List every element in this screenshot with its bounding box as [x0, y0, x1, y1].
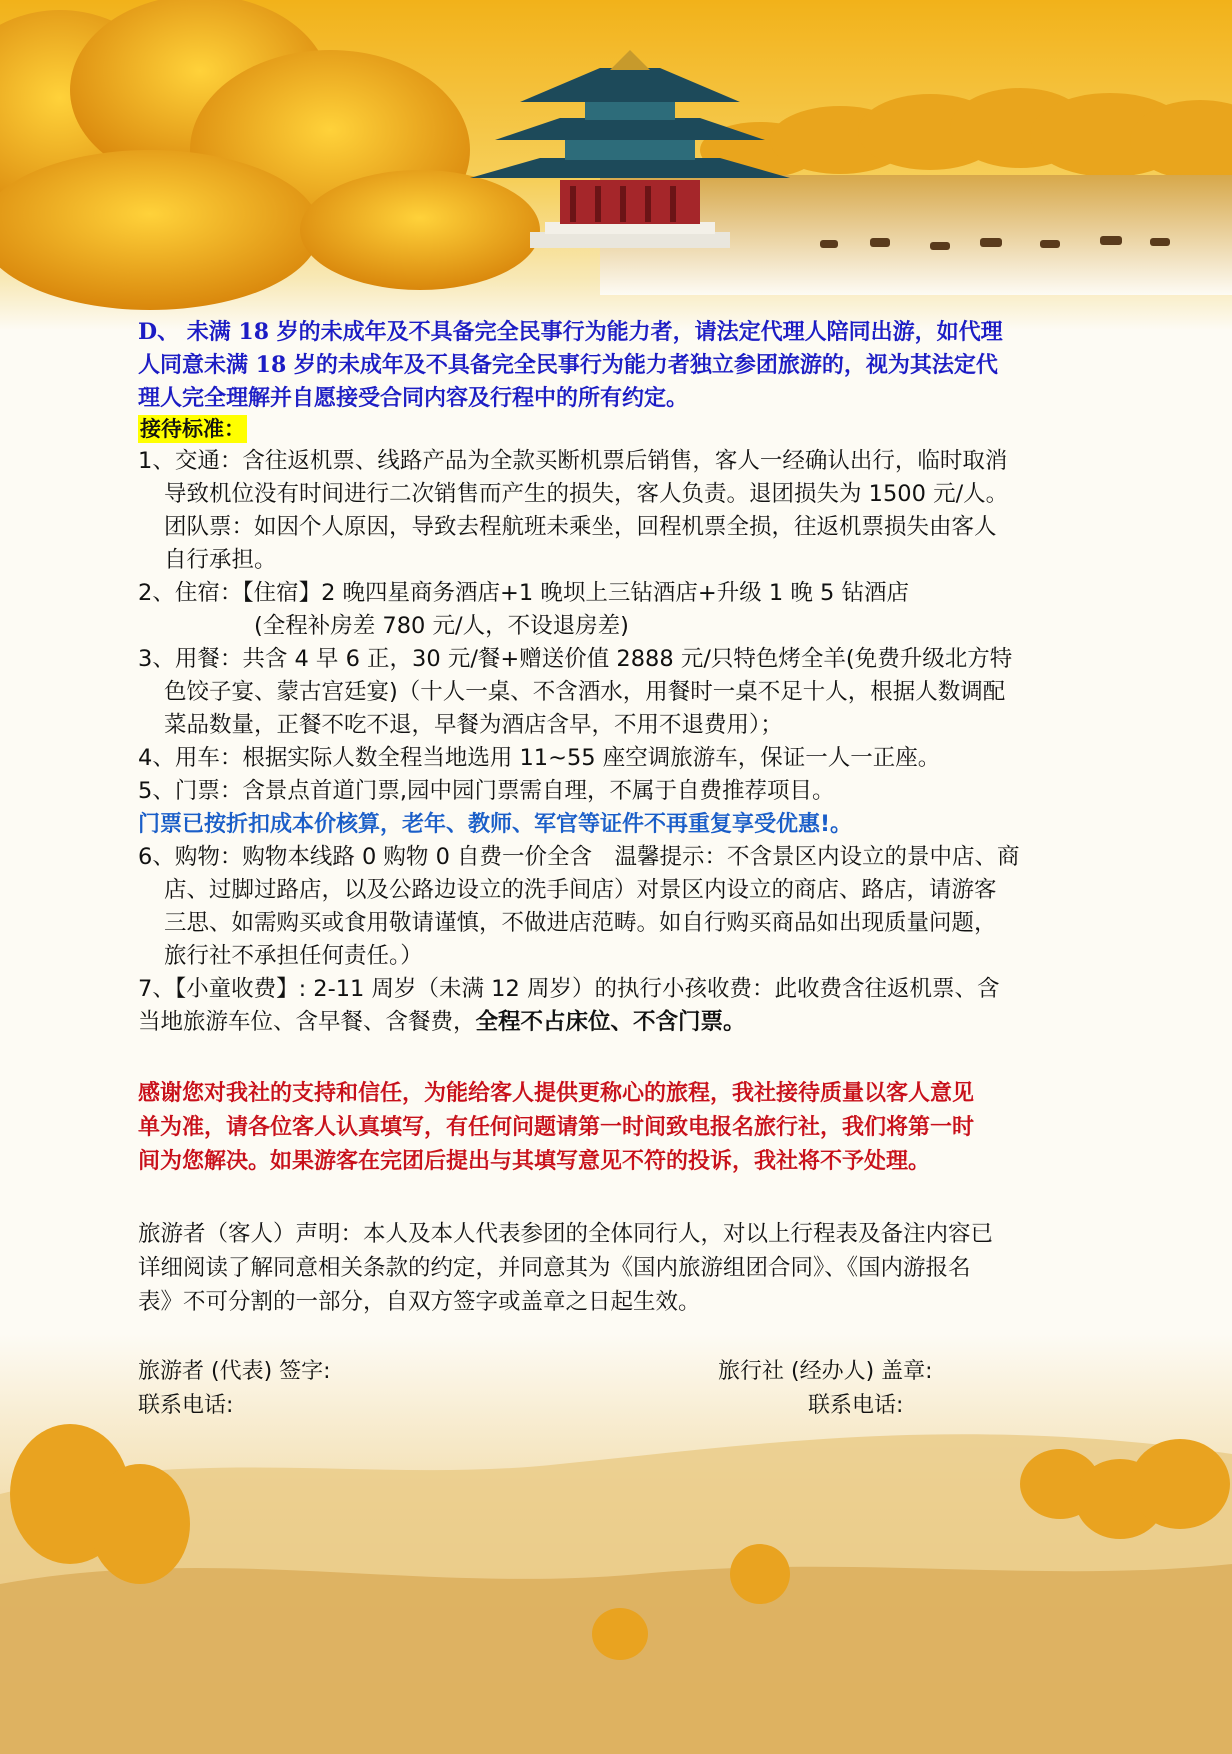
- item-line: 3、用餐：共含 4 早 6 正，30 元/餐+赠送价值 2888 元/只特色烤全羊(免费升级北方特: [138, 646, 1013, 672]
- agency-phone-label: 联系电话:: [808, 1393, 904, 1418]
- signature-row: [138, 1355, 1098, 1389]
- item-line: 4、用车：根据实际人数全程当地选用 11~55 座空调旅游车，保证一人一正座。: [138, 745, 941, 771]
- item-line: 导致机位没有时间进行二次销售而产生的损失，客人负责。退团损失为 1500 元/人。: [164, 481, 1009, 507]
- minor-notice-line: 理人完全理解并自愿接受合同内容及行程中的所有约定。: [138, 385, 689, 411]
- thanks-line: 感谢您对我社的支持和信任，为能给客人提供更称心的旅程，我社接待质量以客人意见: [138, 1081, 975, 1106]
- thanks-line: 间为您解决。如果游客在完团后提出与其填写意见不符的投诉，我社将不予处理。: [138, 1149, 931, 1174]
- item-hotel: [138, 577, 1098, 643]
- phone-row: [138, 1389, 1098, 1423]
- item-line: 店、过脚过路店，以及公路边设立的洗手间店）对景区内设立的商店、路店，请游客: [164, 877, 997, 903]
- item-transport: [138, 445, 1098, 577]
- item-line: 色饺子宴、蒙古宫廷宴)（十人一桌、不含酒水，用餐时一桌不足十人，根据人数调配: [164, 679, 1006, 705]
- statement-line: 旅游者（客人）声明：本人及本人代表参团的全体同行人，对以上行程表及备注内容已: [138, 1221, 994, 1247]
- minor-notice-line: 人同意未满 18 岁的未成年及不具备完全民事行为能力者独立参团旅游的，视为其法定代: [138, 352, 998, 378]
- item-line: 旅行社不承担任何责任。）: [164, 943, 423, 969]
- item-line: 7、【小童收费】: 2-11 周岁（未满 12 周岁）的执行小孩收费：此收费含往返机票、含: [138, 976, 1000, 1002]
- minor-notice-line: D、 未满 18 岁的未成年及不具备完全民事行为能力者，请法定代理人陪同出游，如代理: [138, 319, 1003, 345]
- item-line: 菜品数量，正餐不吃不退，早餐为酒店含早，不用不退费用）；: [164, 712, 783, 738]
- thanks-notice: [138, 1077, 1098, 1179]
- reception-standard-heading: 接待标准：: [140, 417, 245, 441]
- thanks-line: 单为准，请各位客人认真填写，有任何问题请第一时间致电报名旅行社，我们将第一时: [138, 1115, 975, 1140]
- agency-seal-label: 旅行社 (经办人) 盖章:: [718, 1359, 933, 1384]
- statement-line: 表》不可分割的一部分，自双方签字或盖章之日起生效。: [138, 1289, 701, 1315]
- item-line: 三思、如需购买或食用敬请谨慎，不做进店范畴。如自行购买商品如出现质量问题，: [164, 910, 997, 936]
- item-line: 团队票：如因个人原因，导致去程航班未乘坐，回程机票全损，往返机票损失由客人: [164, 514, 997, 540]
- minor-notice: [138, 316, 1098, 415]
- traveler-sign-label: 旅游者 (代表) 签字:: [138, 1359, 331, 1384]
- item-line: 2、住宿：【住宿】2 晚四星商务酒店+1 晚坝上三钻酒店+升级 1 晚 5 钻酒店: [138, 580, 909, 606]
- item-line: 自行承担。: [164, 547, 277, 573]
- item-tickets: [138, 775, 1098, 808]
- item-line: (全程补房差 780 元/人，不设退房差): [254, 613, 629, 639]
- item-line: 6、购物：购物本线路 0 购物 0 自费一价全含 温馨提示：不含景区内设立的景中店、商: [138, 844, 1020, 870]
- item-line-bold: 全程不占床位、不含门票。: [475, 1009, 746, 1035]
- item-line: 当地旅游车位、含早餐、含餐费，: [138, 1009, 476, 1035]
- autumn-pavilion-banner: [0, 0, 1232, 330]
- traveler-phone-label: 联系电话:: [138, 1393, 234, 1418]
- traveler-statement: [138, 1217, 1098, 1319]
- document-body: [138, 316, 1098, 1423]
- item-line: 1、交通：含往返机票、线路产品为全款买断机票后销售，客人一经确认出行，临时取消: [138, 448, 1008, 474]
- item-line: 5、门票：含景点首道门票,园中园门票需自理，不属于自费推荐项目。: [138, 778, 835, 804]
- item-meals: [138, 643, 1098, 742]
- item-child-fee: [138, 973, 1098, 1039]
- ticket-discount-note: 门票已按折扣成本价核算，老年、教师、军官等证件不再重复享受优惠!。: [138, 812, 853, 837]
- item-shopping: [138, 841, 1098, 973]
- statement-line: 详细阅读了解同意相关条款的约定，并同意其为《国内旅游组团合同》、《国内游报名: [138, 1255, 971, 1281]
- item-vehicle: [138, 742, 1098, 775]
